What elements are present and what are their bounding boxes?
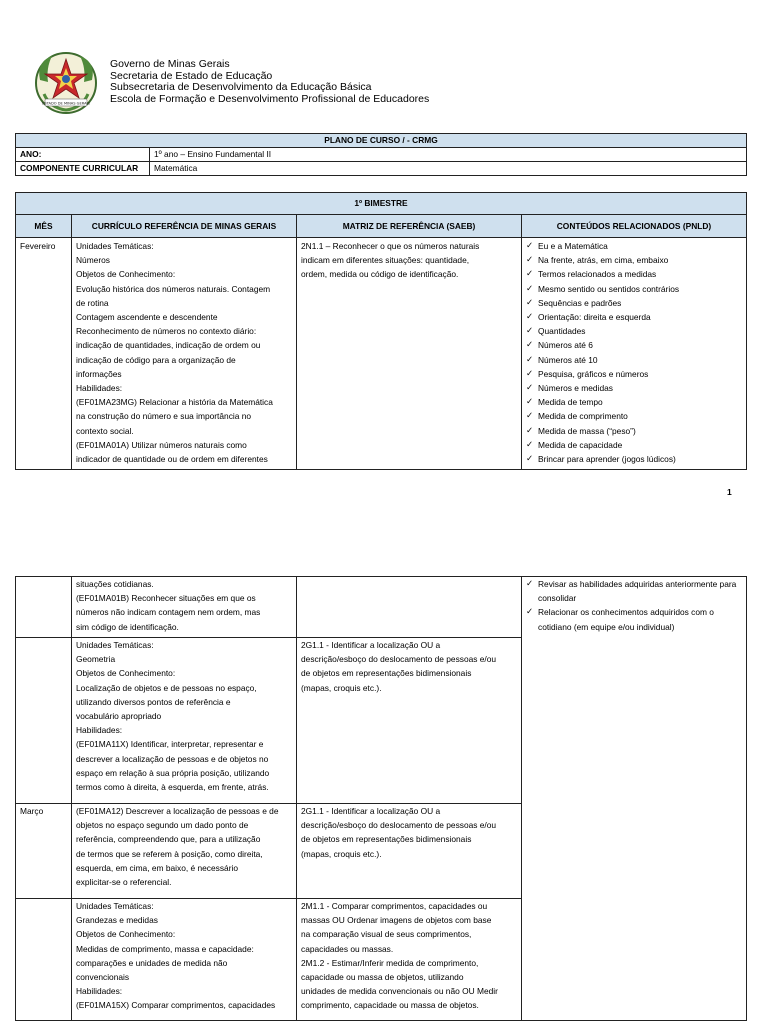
text-line: espaço em relação à sua própria posição, utilizando	[76, 767, 270, 778]
conteudos-list	[526, 239, 742, 466]
list-item: ✓ Medida de capacidade	[526, 438, 742, 452]
text-line: 2G1.1 - Identificar a localização OU a	[301, 640, 441, 650]
table-row	[16, 238, 747, 470]
plano-de-curso-table	[15, 133, 747, 176]
text-line: (EF01MA01A) Utilizar números naturais como	[76, 439, 247, 450]
conteudos-cell	[522, 577, 747, 1021]
text-line: contexto social.	[76, 425, 134, 436]
text-line: Geometria	[76, 654, 116, 665]
conteudos-list	[526, 577, 742, 634]
text-line: Habilidades:	[76, 725, 123, 736]
text-line: números não indicam contagem nem ordem, mas	[76, 607, 261, 618]
text-line: (EF01MA11X) Identificar, interpretar, representar e	[76, 739, 264, 750]
list-item: ✓ Medida de comprimento	[526, 409, 742, 423]
text-line: Habilidades:	[76, 383, 123, 394]
text-line: Unidades Temáticas:	[76, 640, 154, 650]
text-line: massas OU Ordenar imagens de objetos com base	[301, 915, 492, 926]
text-line: unidades de medida convencionais ou não OU Medir	[301, 986, 498, 997]
text-line: de termos que se referem à posição, como direita,	[76, 848, 263, 859]
month-cell	[16, 577, 72, 638]
month-cell	[16, 638, 72, 804]
text-line: Unidades Temáticas:	[76, 901, 154, 911]
text-line: na construção do número e sua importância no	[76, 411, 252, 422]
text-line: 2N1.1 – Reconhecer o que os números naturais	[301, 241, 480, 251]
list-item: ✓ Pesquisa, gráficos e números	[526, 367, 742, 381]
text-line: descrição/esboço do deslocamento de pessoas e/ou	[301, 654, 497, 665]
matriz-cell	[297, 577, 522, 638]
col-header-mes: MÊS	[16, 215, 72, 238]
curriculo-cell	[72, 238, 297, 470]
list-item: ✓ Números até 10	[526, 353, 742, 367]
text-line: Objetos de Conhecimento:	[76, 668, 176, 679]
text-line: 2M1.1 - Comparar comprimentos, capacidades ou	[301, 901, 488, 911]
month-cell: Fevereiro	[16, 238, 72, 470]
text-line: (EF01MA23MG) Relacionar a história da Matemática	[76, 397, 273, 408]
text-line: vocabulário apropriado	[76, 711, 162, 722]
svg-text:ESTADO DE MINAS GERAIS: ESTADO DE MINAS GERAIS	[42, 101, 90, 106]
text-line: de objetos em representações bidimensionais	[301, 668, 472, 679]
table-row	[16, 577, 747, 638]
text-line: (EF01MA15X) Comparar comprimentos, capacidades	[76, 1000, 276, 1011]
plano-title: PLANO DE CURSO / - CRMG	[16, 134, 747, 148]
text-line: Objetos de Conhecimento:	[76, 269, 176, 280]
conteudos-cell	[522, 238, 747, 470]
text-line: capacidades ou massas.	[301, 943, 394, 954]
bimestre-title: 1º BIMESTRE	[16, 193, 747, 215]
list-item: ✓ Brincar para aprender (jogos lúdicos)	[526, 452, 742, 466]
list-item: ✓ Medida de massa (“peso”)	[526, 424, 742, 438]
list-item: ✓ Revisar as habilidades adquiridas anteriormente para consolidar	[526, 577, 742, 605]
list-item: ✓ Quantidades	[526, 324, 742, 338]
text-line: de objetos em representações bidimensionais	[301, 834, 472, 845]
text-line: Localização de objetos e de pessoas no espaço,	[76, 682, 257, 693]
text-line: sim código de identificação.	[76, 621, 179, 632]
month-cell: Março	[16, 804, 72, 899]
page-number: 1	[727, 487, 732, 497]
text-line: Medidas de comprimento, massa e capacidade:	[76, 943, 254, 954]
list-item: ✓ Números e medidas	[526, 381, 742, 395]
text-line: informações	[76, 368, 122, 379]
text-line: indicador de quantidade ou de ordem em diferentes	[76, 454, 268, 465]
text-line: indicação de quantidades, indicação de ordem ou	[76, 340, 261, 351]
ano-value: 1º ano – Ensino Fundamental II	[150, 148, 747, 162]
text-line: explicitar-se o referencial.	[76, 877, 172, 888]
text-line: (EF01MA12) Descrever a localização de pessoas e de	[76, 806, 279, 816]
matriz-cell	[297, 238, 522, 470]
text-line: 2M1.2 - Estimar/Inferir medida de comprimento,	[301, 957, 479, 968]
curriculo-cell	[72, 804, 297, 899]
text-line: (mapas, croquis etc.).	[301, 682, 382, 693]
text-line: Reconhecimento de números no contexto diário:	[76, 326, 257, 337]
text-line: referência, compreendendo que, para a utilização	[76, 834, 261, 845]
componente-label: COMPONENTE CURRICULAR	[16, 162, 150, 176]
text-line: (mapas, croquis etc.).	[301, 848, 382, 859]
list-item: ✓ Orientação: direita e esquerda	[526, 310, 742, 324]
text-line: ordem, medida ou código de identificação.	[301, 269, 459, 280]
curriculo-cell	[72, 899, 297, 1021]
col-header-matriz: MATRIZ DE REFERÊNCIA (SAEB)	[297, 215, 522, 238]
list-item: ✓ Eu e a Matemática	[526, 239, 742, 253]
institution-header	[110, 59, 429, 105]
text-line: Evolução histórica dos números naturais. Contagem	[76, 283, 271, 294]
header-line-4: Escola de Formação e Desenvolvimento Profissional de Educadores	[110, 92, 430, 105]
text-line: convencionais	[76, 972, 130, 983]
text-line: Contagem ascendente e descendente	[76, 312, 218, 323]
list-item: ✓ Na frente, atrás, em cima, embaixo	[526, 253, 742, 267]
text-line: indicam em diferentes situações: quantidade,	[301, 255, 470, 266]
text-line: Habilidades:	[76, 986, 123, 997]
matriz-cell	[297, 804, 522, 899]
text-line: comprimento, capacidade ou massa de objetos.	[301, 1000, 479, 1011]
list-item: ✓ Sequências e padrões	[526, 296, 742, 310]
list-item: ✓ Medida de tempo	[526, 395, 742, 409]
header-line-1: Governo de Minas Gerais	[110, 58, 230, 70]
text-line: (EF01MA01B) Reconhecer situações em que os	[76, 593, 256, 604]
text-line: situações cotidianas.	[76, 579, 154, 589]
header-line-3: Subsecretaria de Desenvolvimento da Educação Básica	[110, 81, 372, 93]
list-item: ✓ Relacionar os conhecimentos adquiridos com o cotidiano (em equipe e/ou individual)	[526, 605, 742, 633]
text-line: comparações e unidades de medida não	[76, 957, 228, 968]
text-line: descrever a localização de pessoas e de objetos no	[76, 753, 269, 764]
curriculo-cell	[72, 638, 297, 804]
minas-gerais-seal-icon	[32, 50, 100, 116]
text-line: indicação de código para a organização de	[76, 354, 236, 365]
list-item: ✓ Números até 6	[526, 338, 742, 352]
ano-label: ANO:	[16, 148, 150, 162]
text-line: capacidade ou massa de objetos, utilizando	[301, 972, 464, 983]
col-header-conteudos: CONTEÚDOS RELACIONADOS (PNLD)	[522, 215, 747, 238]
matriz-cell	[297, 638, 522, 804]
text-line: objetos no espaço segundo um dado ponto de	[76, 820, 249, 831]
text-line: Objetos de Conhecimento:	[76, 929, 176, 940]
header-line-2: Secretaria de Estado de Educação	[110, 69, 273, 82]
month-cell	[16, 899, 72, 1021]
list-item: ✓ Termos relacionados a medidas	[526, 267, 742, 281]
list-item: ✓ Mesmo sentido ou sentidos contrários	[526, 282, 742, 296]
text-line: termos como à direita, à esquerda, em frente, atrás.	[76, 782, 269, 793]
componente-value: Matemática	[150, 162, 747, 176]
text-line: utilizando diversos pontos de referência e	[76, 696, 231, 707]
text-line: descrição/esboço do deslocamento de pessoas e/ou	[301, 820, 497, 831]
curriculo-cell	[72, 577, 297, 638]
bimestre-table-continued	[15, 576, 747, 1021]
text-line: na comparação visual de seus comprimentos,	[301, 929, 472, 940]
col-header-curriculo: CURRÍCULO REFERÊNCIA DE MINAS GERAIS	[72, 215, 297, 238]
text-line: de rotina	[76, 297, 109, 308]
matriz-cell	[297, 899, 522, 1021]
text-line: Grandezas e medidas	[76, 915, 158, 926]
text-line: Números	[76, 255, 110, 266]
text-line: esquerda, em cima, em baixo, é necessário	[76, 862, 238, 873]
text-line: 2G1.1 - Identificar a localização OU a	[301, 806, 441, 816]
bimestre-table	[15, 192, 747, 470]
text-line: Unidades Temáticas:	[76, 241, 154, 251]
